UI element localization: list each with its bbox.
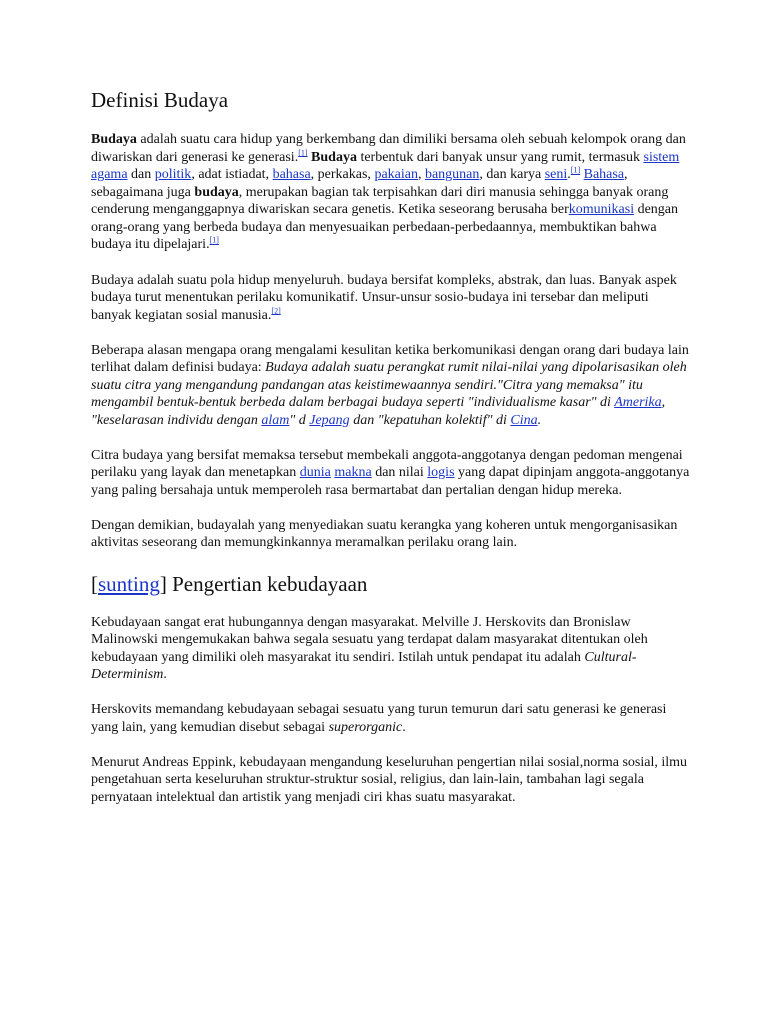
link-bahasa[interactable]: bahasa (272, 167, 311, 183)
article (91, 88, 691, 824)
text: , adat istiadat, (191, 167, 273, 183)
paragraph-definisi (91, 131, 691, 254)
text: adalah suatu cara hidup yang berkembang dan dimiliki bersama oleh sebuah kelompok orang dan diwariskan dari generasi ke generasi. (91, 132, 686, 165)
edit-bracket-close: ] (159, 571, 167, 596)
text: Beberapa alasan mengapa orang mengalami kesulitan ketika berkomunikasi dengan orang dari budaya lain terlihat dalam definisi budaya: (91, 342, 689, 376)
text: Menurut Andreas Eppink, kebudayaan mengandung keseluruhan pengertian nilai sosial,norma sosial, ilmu pengetahuan serta keseluruhan struktur-struktur sosial, religius, dan lain-lain, tambahan lagi segala pernyataan intelektual dan artistik yang menjadi ciri khas suatu masyarakat. (91, 754, 688, 805)
text: dan (127, 167, 155, 183)
text: Kebudayaan sangat erat hubungannya dengan masyarakat. Melville J. Herskovits dan Bronislaw Malinowski mengemukakan bahwa segala sesuatu yang terdapat dalam masyarakat ditentukan oleh kebudayaan yang dimiliki oleh masyarakat itu sendiri. Istilah untuk pendapat itu adalah (91, 614, 648, 665)
section-title-definisi-budaya: Definisi Budaya (91, 88, 229, 112)
link-amerika[interactable]: Amerika (614, 395, 662, 411)
link-jepang[interactable]: Jepang (309, 412, 350, 428)
link-dunia[interactable]: dunia (299, 465, 331, 481)
paragraph-alasan-kesulitan (91, 342, 691, 430)
text: Herskovits memandang kebudayaan sebagai sesuatu yang turun temurun dari satu generasi ke generasi yang lain, yang kemudian disebut sebagai (91, 702, 667, 735)
bold-term: Budaya (91, 132, 137, 148)
link-pakaian[interactable]: pakaian (374, 167, 418, 183)
reference-link-2[interactable]: [2] (271, 306, 281, 316)
link-bangunan[interactable]: bangunan (424, 167, 480, 183)
italic-term: superorganic (328, 719, 403, 735)
text: Dengan demikian, budayalah yang menyediakan suatu kerangka yang koheren untuk mengorganisasikan aktivitas seseorang dan memungkinkannya meramalkan perilaku orang lain. (91, 517, 678, 551)
text: terbentuk dari banyak unsur yang rumit, termasuk (356, 149, 644, 165)
link-makna[interactable]: makna (334, 465, 372, 481)
text: dan nilai (371, 465, 428, 481)
italic-definition: , "keselarasan individu dengan (91, 395, 666, 428)
section-title-pengertian-kebudayaan (91, 572, 691, 597)
italic-definition: Budaya adalah suatu perangkat rumit nilai-nilai yang dipolarisasikan oleh suatu citra yang mengandung pandangan atas keistimewaannya sendiri."Citra yang memaksa" itu mengambil bentuk-bentuk berbeda dalam berbagai budaya seperti "individualisme kasar" di (91, 360, 687, 411)
text: , merupakan bagian tak terpisahkan dari diri manusia sehingga banyak orang cenderung menganggapnya diwariskan secara genetis. Ketika seseorang berusaha ber (91, 184, 669, 218)
paragraph-hubungan-masyarakat (91, 614, 691, 684)
text: yang dapat dipinjam anggota-anggotanya yang paling bersahaja untuk memperoleh rasa bermartabat dan pertalian dengan hidup mereka. (91, 465, 690, 498)
paragraph-citra-budaya (91, 447, 691, 500)
link-bahasa-2[interactable]: Bahasa (583, 167, 625, 183)
paragraph-eppink (91, 754, 691, 807)
text: , sebagaimana juga (91, 167, 628, 200)
paragraph-kerangka-koheren (91, 517, 691, 552)
text: Citra budaya yang bersifat memaksa tersebut membekali anggota-anggotanya dengan pedoman mengenai perilaku yang layak dan menetapkan (91, 447, 683, 481)
paragraph-pola-hidup (91, 272, 691, 325)
text: Budaya adalah suatu pola hidup menyeluruh. budaya bersifat kompleks, abstrak, dan luas. Banyak aspek budaya turut menentukan perilaku komunikatif. Unsur-unsur sosio-budaya ini tersebar dan meliputi banyak kegiatan sosial manusia. (91, 272, 677, 323)
link-politik[interactable]: politik (154, 167, 192, 183)
link-komunikasi[interactable]: komunikasi (568, 202, 635, 218)
text: . (402, 719, 406, 735)
reference-link-1[interactable]: [1] (570, 165, 581, 175)
text: . (567, 167, 571, 183)
paragraph-herskovits (91, 701, 691, 736)
italic-definition: " d (289, 412, 310, 428)
italic-definition: dan "kepatuhan kolektif" di (349, 412, 511, 428)
text: . (163, 667, 167, 683)
bold-term: budaya (194, 184, 239, 200)
link-cina[interactable]: Cina (510, 412, 538, 428)
link-alam[interactable]: alam (261, 412, 290, 428)
link-agama[interactable]: agama (91, 167, 128, 183)
text: , dan karya (479, 167, 545, 183)
italic-term: Cultural-Determinism (91, 649, 637, 683)
italic-definition: . (537, 412, 542, 428)
link-seni[interactable]: seni (544, 167, 568, 183)
text: dengan orang-orang yang berbeda budaya dan menyesuaikan perbedaan-perbedaannya, membuktikan bahwa budaya itu dipelajari. (91, 202, 679, 253)
text: , (417, 167, 425, 183)
reference-link-1[interactable]: [1] (298, 148, 308, 158)
link-logis[interactable]: logis (427, 465, 455, 481)
text: , perkakas, (310, 167, 375, 183)
section-heading-text: Pengertian kebudayaan (166, 571, 368, 596)
reference-link-1[interactable]: [1] (209, 235, 219, 245)
edit-section-link[interactable]: sunting (98, 571, 160, 596)
bold-term: Budaya (311, 149, 357, 165)
link-sistem[interactable]: sistem (643, 149, 680, 165)
edit-bracket-open: [ (91, 571, 98, 596)
